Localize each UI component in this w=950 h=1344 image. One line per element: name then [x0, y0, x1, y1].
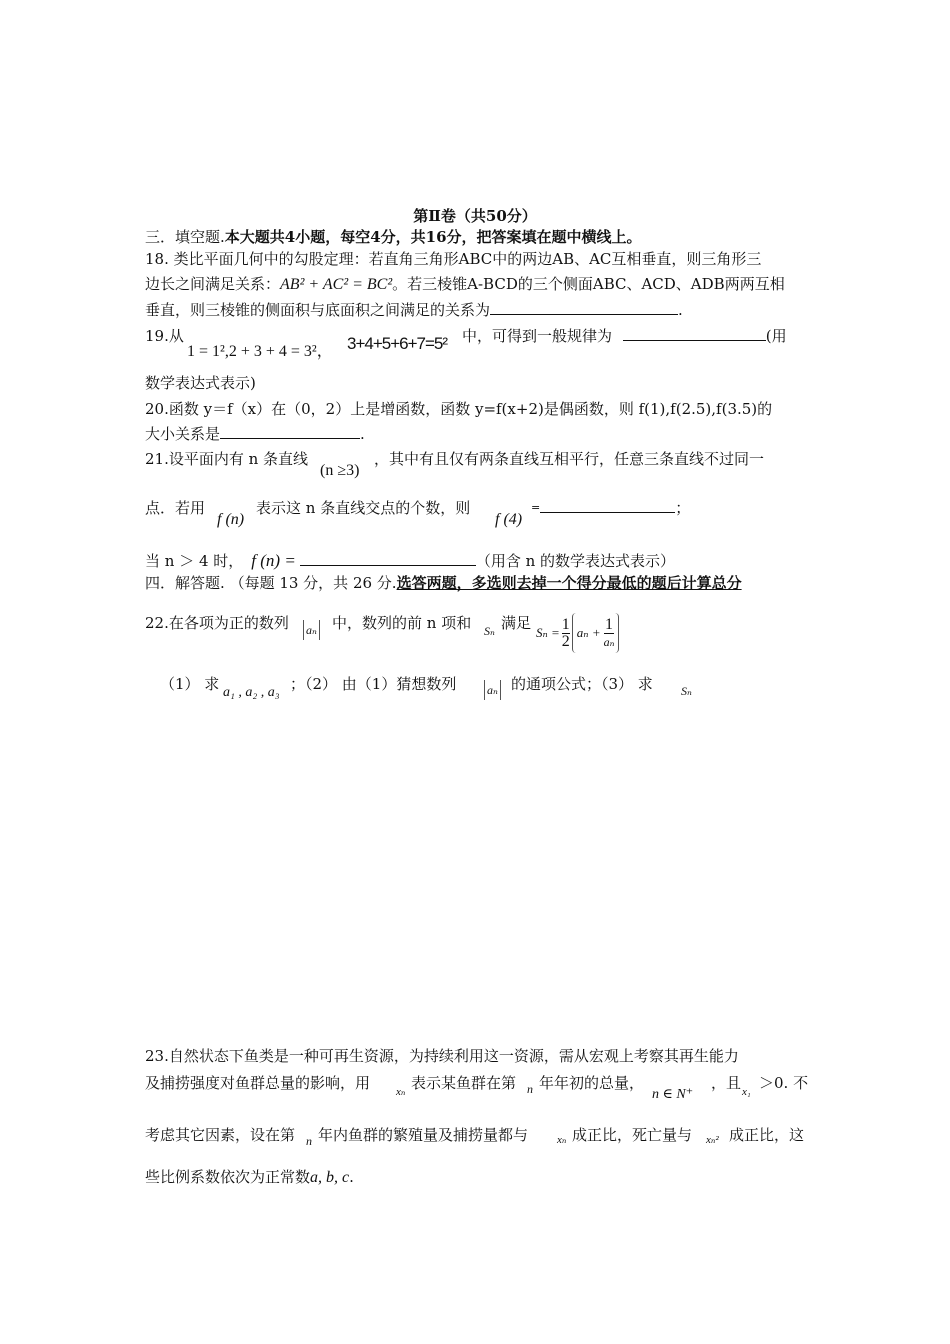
q20-line1: 20.函数 y＝f（x）在（0，2）上是增函数，函数 y=f(x+2)是偶函数，则 f(1),f(2.5),f(3.5)的 — [145, 400, 773, 418]
q18-line1: 18. 类比平面几何中的勾股定理：若直角三角形ABC中的两边AB、AC互相垂直，则三角形三 — [145, 250, 762, 268]
q19-line2: 数学表达式表示) — [145, 374, 256, 392]
q22-seq2: aₙ — [484, 680, 501, 700]
part4-emph: 选答两题，多选则去掉一个得分最低的题后计算总分 — [396, 574, 742, 592]
q20-line2 — [145, 423, 365, 445]
q22-pre: 22.在各项为正的数列 — [145, 614, 289, 632]
q18-line2-post: 。若三棱锥A-BCD的三个侧面ABC、ACD、ADB两两互相 — [392, 275, 785, 293]
q18-line3-text: 垂直，则三棱锥的侧面积与底面积之间满足的关系为 — [145, 301, 491, 319]
q22-half — [562, 617, 570, 650]
q23-cond: n ∈ N⁺ — [652, 1087, 694, 1102]
q23-xn: xₙ — [396, 1086, 406, 1098]
q22-inv-num: 1 — [605, 615, 614, 633]
part3-heading — [145, 226, 642, 248]
q21-line2-end: ； — [675, 499, 691, 517]
q23-abc: a, b, c — [310, 1169, 350, 1186]
q21-line3 — [145, 550, 675, 572]
q22-formula — [536, 610, 619, 656]
q23-line2-mid3: ，且 — [711, 1074, 742, 1092]
q23-x1: x₁ — [742, 1086, 751, 1098]
q18-line3-end: . — [678, 301, 683, 319]
part4-note: （每题 13 分，共 26 分. — [229, 574, 397, 592]
q18-formula: AB² + AC² = BC² — [280, 276, 393, 293]
q22-part1: （1） 求 — [160, 675, 220, 693]
q23-xn2: xₙ — [557, 1134, 567, 1146]
q23-line2-mid: 表示某鱼群在第 — [411, 1074, 517, 1092]
q23-line1: 23.自然状态下鱼类是一种可再生资源，为持续利用这一资源，需从宏观上考察其再生能力 — [145, 1047, 739, 1065]
q23-line4-text: 些比例系数依次为正常数 — [145, 1168, 311, 1186]
q22-half-num: 1 — [561, 615, 570, 633]
q19-end: (用 — [765, 327, 787, 345]
q22-sn2: Sₙ — [681, 684, 692, 698]
q23-line3-mid2: 成正比，死亡量与 — [572, 1126, 693, 1144]
q18-line2-pre: 边长之间满足关系： — [145, 275, 281, 293]
q21-line3-end: （用含 n 的数学表达式表示） — [475, 552, 676, 570]
q19-rest — [462, 325, 787, 347]
part4-heading — [145, 572, 742, 594]
q23-xn3: xₙ² — [706, 1134, 719, 1146]
section-title: 第Ⅱ卷（共50分） — [413, 207, 537, 225]
part3-prefix: 三．填空题. — [145, 228, 225, 246]
q20-answer-blank[interactable] — [220, 423, 360, 439]
q21-f4-blank[interactable] — [540, 497, 675, 513]
q22-half-den: 2 — [561, 632, 570, 650]
part3-instruction: 本大题共4小题，每空4分，共16分，把答案填在题中横线上。 — [224, 228, 642, 246]
q22-sn: Sₙ — [484, 624, 495, 638]
q23-n: n — [527, 1082, 533, 1096]
q21-f4: f (4) — [495, 511, 523, 528]
q21-line2-pre: 点．若用 — [145, 499, 206, 517]
q23-line4-end: . — [349, 1168, 354, 1186]
q22-formula-lhs: Sₙ = — [536, 625, 560, 640]
q23-line3-pre: 考虑其它因素，设在第 — [145, 1126, 296, 1144]
q21-fn-blank[interactable] — [300, 550, 476, 566]
q20-line2-end: . — [360, 425, 365, 443]
q21-line3-pre: 当 n ＞ 4 时， — [145, 552, 244, 570]
q22-terms: a₁ , a₂ , a₃ — [223, 685, 280, 700]
q19-mid: 中，可得到一般规律为 — [462, 327, 613, 345]
q23-line2-end: ＞0. 不 — [759, 1074, 809, 1092]
q19-answer-blank[interactable] — [623, 325, 766, 341]
q22-part2: ；（2） 由（1）猜想数列 — [290, 675, 457, 693]
q22-inv-den: aₙ — [603, 634, 615, 649]
q18-line2 — [145, 273, 785, 296]
q21-post: ，其中有且仅有两条直线互相平行，任意三条直线不过同一 — [374, 450, 765, 468]
q21-cond: (n ≥3) — [320, 462, 360, 479]
q23-line3-mid: 年内鱼群的繁殖量及捕捞量都与 — [318, 1126, 529, 1144]
q18-line3 — [145, 299, 683, 321]
q21-fn2: f (n) = — [251, 551, 296, 570]
q21-line2-right — [531, 497, 690, 519]
q23-line4 — [145, 1166, 354, 1189]
q21-fn: f (n) — [217, 511, 245, 528]
q22-mid: 中，数列的前 n 项和 — [332, 614, 472, 632]
q21-line2-mid: 表示这 n 条直线交点的个数，则 — [256, 499, 471, 517]
q21-eq: = — [531, 501, 541, 514]
q22-part2-end: 的通项公式；（3） 求 — [511, 675, 653, 693]
q21-pre: 21.设平面内有 n 条直线 — [145, 450, 309, 468]
q22-inv — [604, 617, 615, 650]
q18-answer-blank[interactable] — [490, 299, 678, 315]
q19-pre: 19.从 — [145, 327, 184, 345]
q23-line3-end: 成正比，这 — [729, 1126, 805, 1144]
q20-line2-text: 大小关系是 — [145, 425, 221, 443]
q22-seq: aₙ — [303, 620, 320, 640]
q23-n2: n — [306, 1134, 312, 1148]
part4-prefix: 四．解答题. — [145, 574, 225, 592]
q22-mid2: 满足 — [501, 614, 532, 632]
q23-line2-mid2: 年年初的总量， — [539, 1074, 645, 1092]
q22-an: aₙ + — [576, 625, 601, 640]
q19-formula1: 1 = 1²,2 + 3 + 4 = 3²， — [187, 343, 333, 360]
q19-formula2: 3+4+5+6+7=5² — [347, 334, 448, 353]
q22-paren — [572, 613, 620, 653]
q23-line2-pre: 及捕捞强度对鱼群总量的影响，用 — [145, 1074, 371, 1092]
